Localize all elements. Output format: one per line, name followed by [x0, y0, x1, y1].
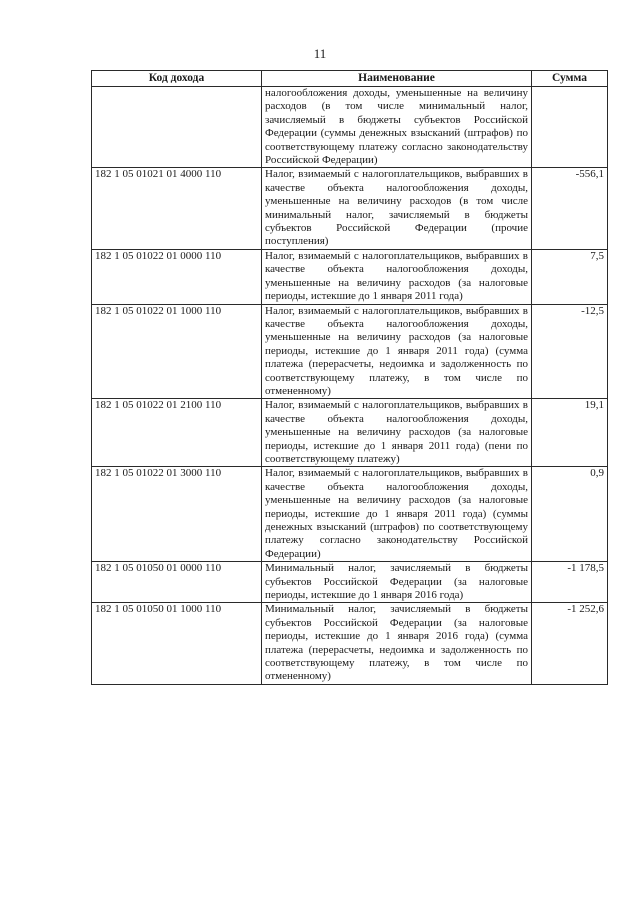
income-amount: 0,9	[532, 467, 608, 562]
income-code: 182 1 05 01022 01 3000 110	[92, 467, 262, 562]
income-code: 182 1 05 01021 01 4000 110	[92, 168, 262, 249]
income-name: Налог, взимаемый с налогоплательщиков, выбравших в качестве объекта налогообложения доходы, уменьшенные на величину расходов (за налоговые периоды, истекшие до 1 января 2011 года) (пени по соответствующему платежу)	[262, 399, 532, 467]
income-name: Минимальный налог, зачисляемый в бюджеты субъектов Российской Федерации (за налоговые периоды, истекшие до 1 января 2016 года)	[262, 562, 532, 603]
income-name: Налог, взимаемый с налогоплательщиков, выбравших в качестве объекта налогообложения доходы, уменьшенные на величину расходов (в том числе минимальный налог, зачисляемый в бюджеты субъектов Российской Федерации (прочие поступления)	[262, 168, 532, 249]
table-row	[92, 168, 608, 249]
income-code	[92, 87, 262, 168]
income-table	[91, 70, 608, 685]
table-row	[92, 562, 608, 603]
income-name: налогообложения доходы, уменьшенные на величину расходов (в том числе минимальный налог, зачисляемый в бюджеты субъектов Российской Федерации (суммы денежных взысканий (штрафов) по соответствующему платежу согласно законодательству Российской Федерации)	[262, 87, 532, 168]
income-amount: 7,5	[532, 249, 608, 304]
income-code: 182 1 05 01022 01 2100 110	[92, 399, 262, 467]
income-amount: -556,1	[532, 168, 608, 249]
table-header-row	[92, 71, 608, 87]
income-code: 182 1 05 01050 01 1000 110	[92, 603, 262, 684]
table-row	[92, 304, 608, 399]
income-amount: -12,5	[532, 304, 608, 399]
income-amount: -1 178,5	[532, 562, 608, 603]
table-row	[92, 467, 608, 562]
header-amount: Сумма	[532, 71, 608, 87]
table-row	[92, 603, 608, 684]
income-name: Налог, взимаемый с налогоплательщиков, выбравших в качестве объекта налогообложения доходы, уменьшенные на величину расходов (за налоговые периоды, истекшие до 1 января 2011 года)	[262, 249, 532, 304]
income-name: Минимальный налог, зачисляемый в бюджеты субъектов Российской Федерации (за налоговые периоды, истекшие до 1 января 2016 года) (сумма платежа (перерасчеты, недоимка и задолженность по соответствующему платежу, в том числе по отмененному)	[262, 603, 532, 684]
income-amount: -1 252,6	[532, 603, 608, 684]
table-row	[92, 399, 608, 467]
income-name: Налог, взимаемый с налогоплательщиков, выбравших в качестве объекта налогообложения доходы, уменьшенные на величину расходов (за налоговые периоды, истекшие до 1 января 2011 года) (суммы денежных взысканий (штрафов) по соответствующему платежу согласно законодательству Российской Федерации)	[262, 467, 532, 562]
income-amount: 19,1	[532, 399, 608, 467]
header-name: Наименование	[262, 71, 532, 87]
page-number: 11	[313, 46, 327, 61]
header-code: Код дохода	[92, 71, 262, 87]
income-code: 182 1 05 01022 01 0000 110	[92, 249, 262, 304]
table-row	[92, 249, 608, 304]
income-amount	[532, 87, 608, 168]
table-row	[92, 87, 608, 168]
income-code: 182 1 05 01022 01 1000 110	[92, 304, 262, 399]
income-name: Налог, взимаемый с налогоплательщиков, выбравших в качестве объекта налогообложения доходы, уменьшенные на величину расходов (за налоговые периоды, истекшие до 1 января 2011 года) (сумма платежа (перерасчеты, недоимка и задолженность по соответствующему платежу, в том числе по отмененному)	[262, 304, 532, 399]
income-code: 182 1 05 01050 01 0000 110	[92, 562, 262, 603]
